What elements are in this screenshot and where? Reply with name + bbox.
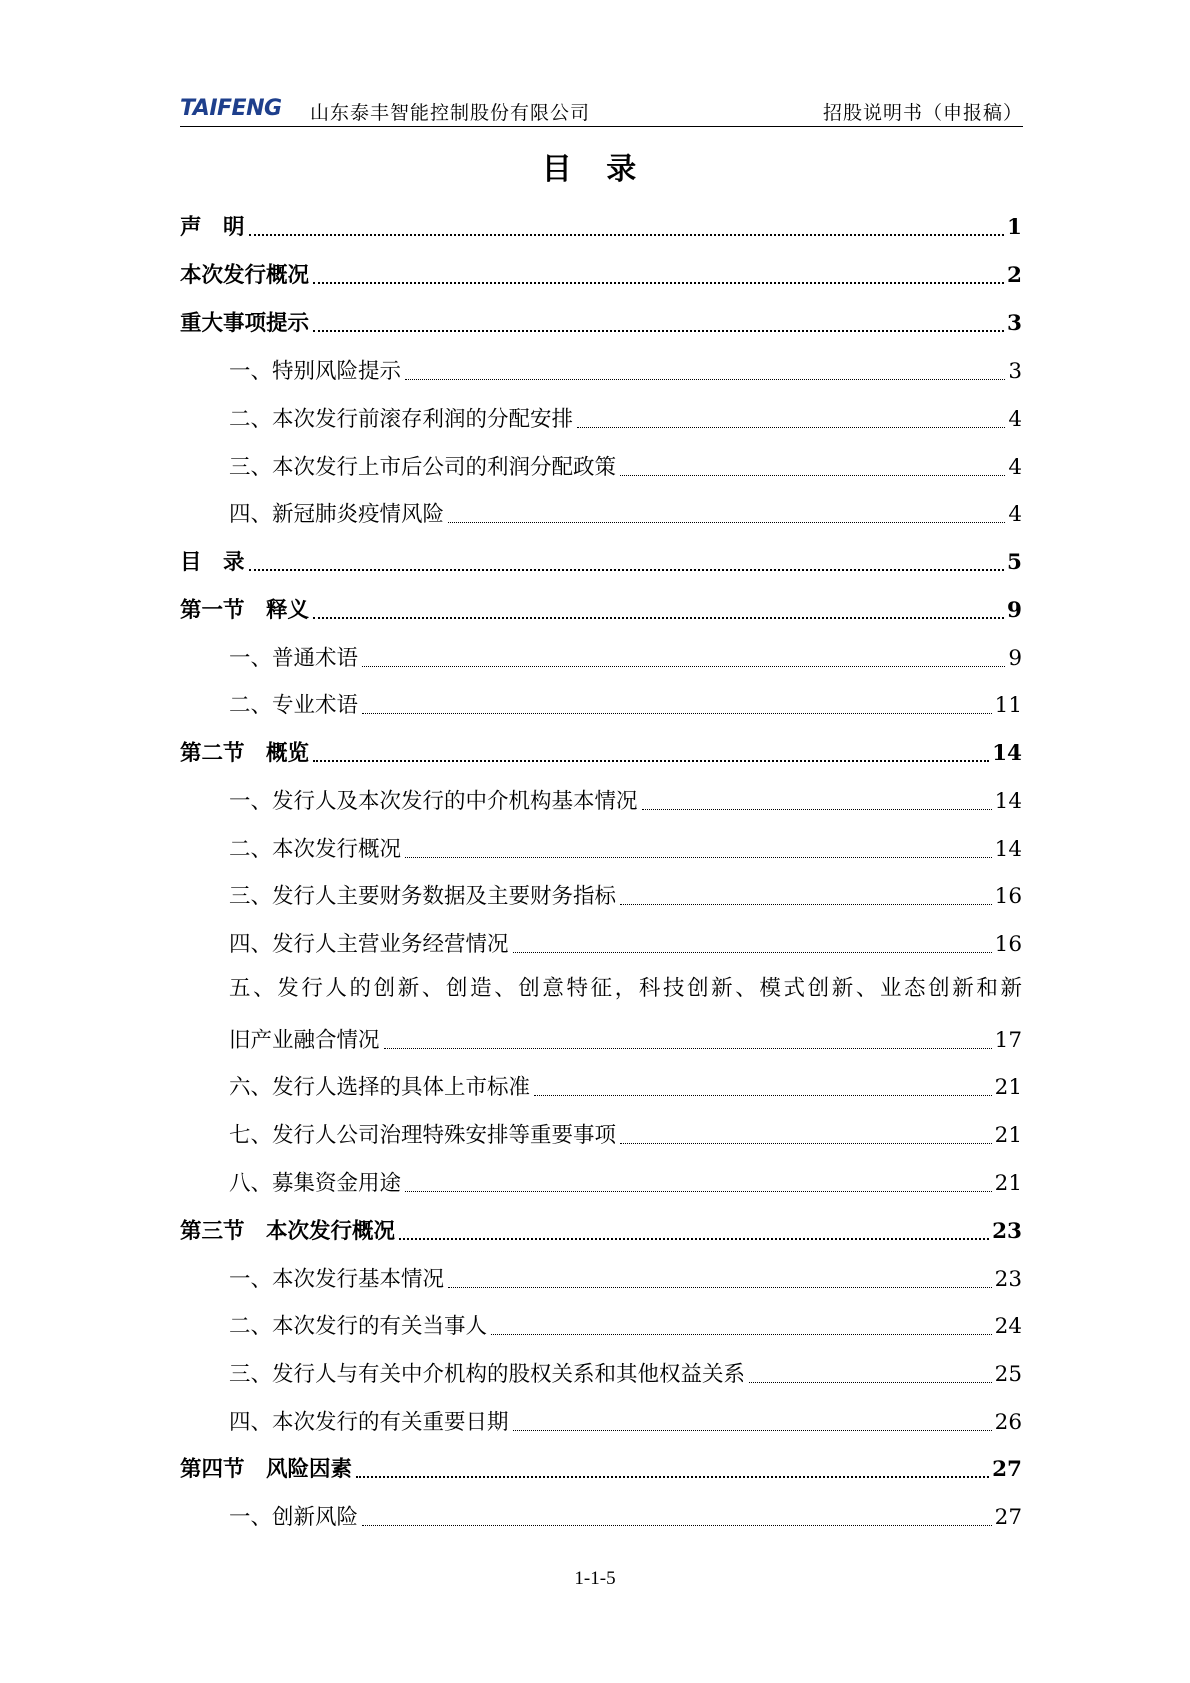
toc-entry[interactable]: 本次发行概况 2: [180, 263, 1022, 288]
toc-entry[interactable]: 六、发行人选择的具体上市标准 21: [229, 1075, 1022, 1100]
toc-entry[interactable]: 八、募集资金用途 21: [229, 1171, 1022, 1196]
toc-entry[interactable]: 旧产业融合情况 17: [229, 1028, 1022, 1053]
toc-entry[interactable]: 四、本次发行的有关重要日期 26: [229, 1410, 1022, 1435]
toc-entry[interactable]: 一、普通术语 9: [229, 646, 1022, 671]
toc-entry[interactable]: 三、发行人主要财务数据及主要财务指标 16: [229, 884, 1022, 909]
toc-entry[interactable]: 三、本次发行上市后公司的利润分配政策 4: [229, 455, 1022, 480]
toc-entry[interactable]: 一、发行人及本次发行的中介机构基本情况 14: [229, 789, 1022, 814]
toc-entry[interactable]: 七、发行人公司治理特殊安排等重要事项 21: [229, 1123, 1022, 1148]
toc-entry[interactable]: 四、新冠肺炎疫情风险 4: [229, 502, 1022, 527]
company-logo: TAIFENG: [180, 96, 282, 121]
page-title: 目 录: [541, 152, 649, 187]
toc-entry[interactable]: 二、专业术语 11: [229, 693, 1022, 718]
toc-entry[interactable]: 一、特别风险提示 3: [229, 359, 1022, 384]
toc-entry[interactable]: 一、本次发行基本情况 23: [229, 1267, 1022, 1292]
toc-entry[interactable]: 第三节 本次发行概况 23: [180, 1219, 1022, 1244]
toc-entry[interactable]: 目 录 5: [180, 550, 1022, 575]
toc-entry[interactable]: 三、发行人与有关中介机构的股权关系和其他权益关系 25: [229, 1362, 1022, 1387]
toc-entry[interactable]: 第一节 释义 9: [180, 598, 1022, 623]
toc-entry[interactable]: 二、本次发行前滚存利润的分配安排 4: [229, 407, 1022, 432]
toc-entry[interactable]: 一、创新风险 27: [229, 1505, 1022, 1530]
document-type: 招股说明书（申报稿）: [822, 102, 1023, 124]
toc-entry[interactable]: 二、本次发行概况 14: [229, 837, 1022, 862]
toc-entry[interactable]: 声 明 1: [180, 215, 1022, 240]
toc-entry-wrapped-line[interactable]: 五、发行人的创新、创造、创意特征，科技创新、模式创新、业态创新和新: [229, 976, 1022, 1001]
toc-entry[interactable]: 第四节 风险因素 27: [180, 1457, 1022, 1482]
toc-entry[interactable]: 二、本次发行的有关当事人 24: [229, 1314, 1022, 1339]
page-number: 1-1-5: [574, 1568, 616, 1589]
toc-entry[interactable]: 第二节 概览 14: [180, 741, 1022, 766]
toc-entry[interactable]: 重大事项提示 3: [180, 311, 1022, 336]
company-name: 山东泰丰智能控制股份有限公司: [310, 102, 591, 124]
toc-entry[interactable]: 四、发行人主营业务经营情况 16: [229, 932, 1022, 957]
